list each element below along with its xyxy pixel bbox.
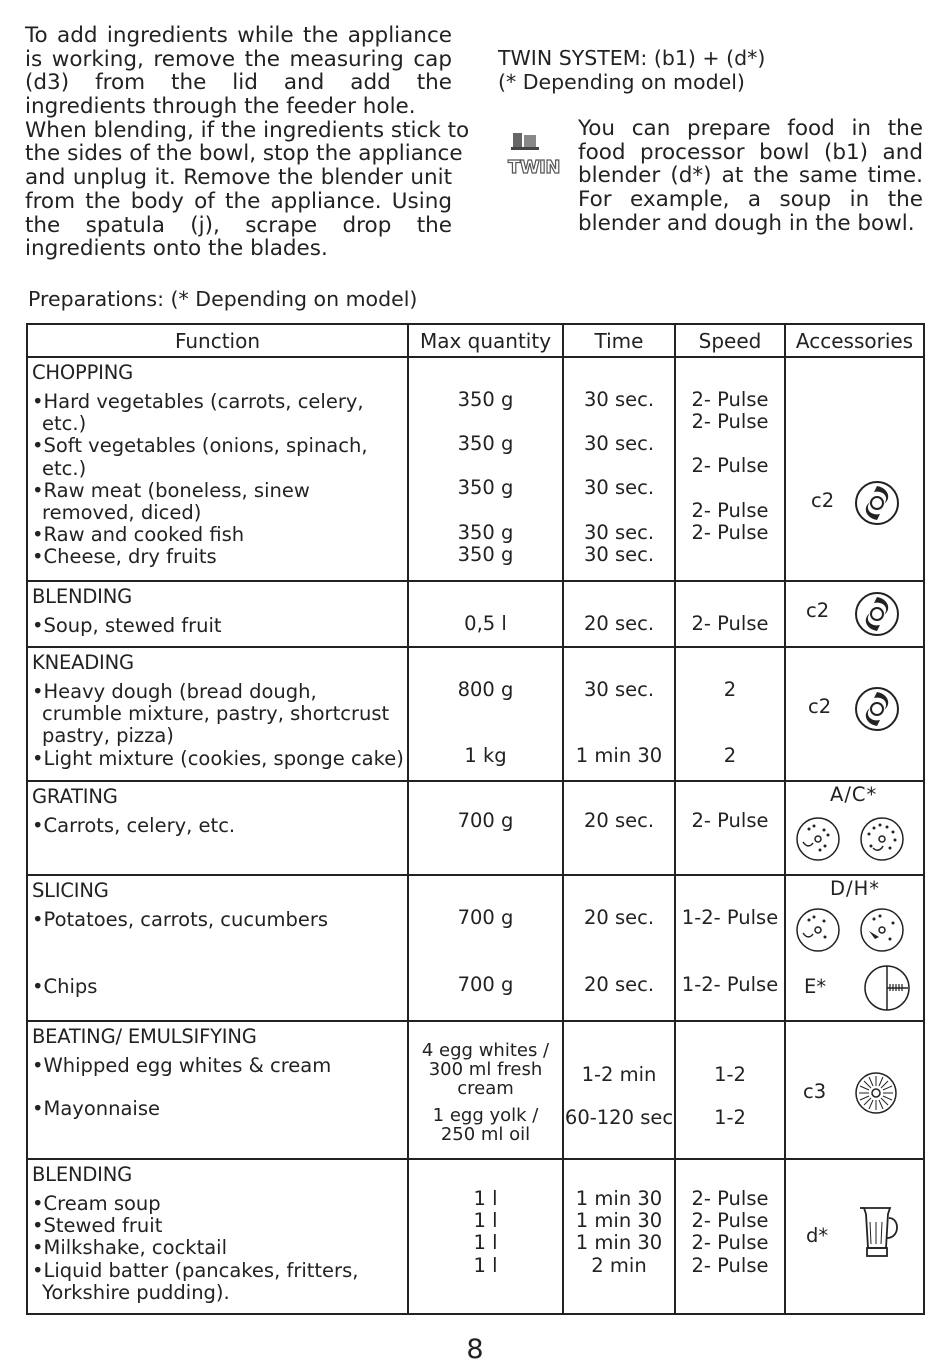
list-item: •Hard vegetables (carrots, celery, etc.) <box>32 390 364 436</box>
accessory-label: E* <box>804 975 827 998</box>
time-cell <box>563 357 675 581</box>
quantity-cell <box>408 1021 563 1159</box>
slicing-disc-icon <box>859 907 905 953</box>
quantity-value: 0,5 l <box>464 612 507 635</box>
time-cell <box>563 781 675 875</box>
list-item: •Heavy dough (bread dough, crumble mixture, pastry, shortcrust pastry, pizza) <box>32 680 390 748</box>
speed-value: 2- Pulse <box>691 1253 769 1277</box>
time-cell <box>563 1021 675 1159</box>
quantity-value: 1 l <box>473 1209 498 1233</box>
blender-jug-icon <box>856 1204 906 1262</box>
twin-heading-line: TWIN SYSTEM: (b1) + (d*) <box>498 46 766 70</box>
time-value: 20 sec. <box>583 906 655 929</box>
quantity-value: 700 g <box>457 906 514 929</box>
accessory-label: c2 <box>806 599 830 622</box>
speed-value: 2- Pulse <box>691 1209 769 1233</box>
speed-value: 2 <box>723 744 737 768</box>
text-line: ingredients onto the blades. <box>25 236 328 262</box>
time-value: 30 sec. <box>583 388 655 411</box>
page-number: 8 <box>466 1334 484 1365</box>
grating-disc-icon <box>795 816 841 862</box>
speed-value: 1-2 <box>714 1106 746 1130</box>
speed-value: 2- Pulse <box>691 1187 769 1210</box>
accessory-cell <box>785 1159 924 1314</box>
emulsifying-disc-icon <box>854 1071 898 1115</box>
header-function: Function <box>27 324 408 357</box>
speed-cell <box>675 781 785 875</box>
kneading-blade-icon <box>854 686 900 732</box>
header-speed: Speed <box>675 324 785 357</box>
time-value: 30 sec. <box>583 542 655 566</box>
list-item: •Cream soup <box>32 1192 161 1215</box>
accessory-cell <box>785 781 924 875</box>
list-item: •Milkshake, cocktail <box>32 1236 228 1260</box>
quantity-value: 1 l <box>473 1187 498 1210</box>
speed-cell <box>675 875 785 1021</box>
time-value: 1 min 30 <box>575 1187 663 1210</box>
list-item: •Stewed fruit <box>32 1214 163 1238</box>
twin-system-heading <box>498 46 765 94</box>
table-row-blending-2 <box>27 1159 924 1314</box>
quantity-value: 1 kg <box>464 744 507 768</box>
table-row-blending <box>27 581 924 647</box>
speed-cell <box>675 581 785 647</box>
quantity-value: 1 egg yolk / <box>432 1105 539 1126</box>
speed-value: 2- Pulse <box>691 520 769 544</box>
quantity-value: 4 egg whites / <box>421 1040 550 1061</box>
time-value: 20 sec. <box>583 973 655 997</box>
time-cell <box>563 647 675 781</box>
twin-logo-icon <box>499 131 569 179</box>
accessory-cell <box>785 1021 924 1159</box>
list-item: •Carrots, celery, etc. <box>32 814 236 837</box>
quantity-cell <box>408 357 563 581</box>
list-item: •Mayonnaise <box>32 1097 160 1121</box>
quantity-cell <box>408 875 563 1021</box>
quantity-value: 700 g <box>457 973 514 997</box>
table-row-chopping <box>27 357 924 581</box>
time-cell <box>563 1159 675 1314</box>
function-cell <box>27 357 408 581</box>
quantity-value: 250 ml oil <box>440 1124 531 1145</box>
speed-cell <box>675 647 785 781</box>
list-item: •Chips <box>32 975 98 999</box>
text-line: When blending, if the ingredients stick to <box>25 117 470 143</box>
list-item: •Light mixture (cookies, sponge cake) <box>32 746 404 770</box>
text-line: the sides of the bowl, stop the appliance <box>25 141 463 167</box>
chopping-blade-icon <box>854 480 900 526</box>
list-item: •Raw and cooked fish <box>32 523 245 547</box>
time-value: 30 sec. <box>583 678 655 701</box>
speed-cell <box>675 357 785 581</box>
quantity-value: 350 g <box>457 432 514 456</box>
function-cell <box>27 1021 408 1159</box>
preparations-table <box>26 323 925 1315</box>
text-line: For example, a soup in the <box>578 187 923 213</box>
quantity-cell <box>408 781 563 875</box>
accessory-cell <box>785 581 924 647</box>
accessory-label: c3 <box>803 1080 827 1103</box>
slicing-disc-icon <box>795 907 841 953</box>
time-value: 1 min 30 <box>575 744 663 768</box>
time-value: 30 sec. <box>583 520 655 544</box>
function-cell <box>27 1159 408 1314</box>
quantity-value: 350 g <box>457 476 514 500</box>
chopping-blade-icon <box>854 591 900 637</box>
category-label: KNEADING <box>32 651 134 674</box>
function-cell <box>27 781 408 875</box>
accessory-label: A/C* <box>830 783 878 806</box>
category-label: CHOPPING <box>32 361 133 384</box>
speed-value: 2- Pulse <box>691 410 769 434</box>
speed-value: 2- Pulse <box>691 1231 769 1255</box>
time-value: 1-2 min <box>581 1063 657 1086</box>
speed-value: 2- Pulse <box>691 612 769 635</box>
header-max-quantity: Max quantity <box>408 324 563 357</box>
header-time: Time <box>563 324 675 357</box>
category-label: SLICING <box>32 879 109 902</box>
text-line: food processor bowl (b1) and <box>578 139 923 165</box>
speed-cell <box>675 1159 785 1314</box>
table-row-kneading <box>27 647 924 781</box>
function-cell <box>27 875 408 1021</box>
list-item: •Soft vegetables (onions, spinach, etc.) <box>32 434 368 480</box>
category-label: BEATING/ EMULSIFYING <box>32 1025 257 1048</box>
time-value: 1 min 30 <box>575 1231 663 1255</box>
quantity-value: 700 g <box>457 809 514 832</box>
text-line: from the body of the appliance. Using <box>25 188 452 214</box>
quantity-value: 1 l <box>473 1253 498 1277</box>
time-value: 20 sec. <box>583 612 655 635</box>
svg-text:TWIN: TWIN <box>508 157 560 178</box>
time-value: 30 sec. <box>583 476 655 500</box>
accessory-label: D/H* <box>830 877 880 900</box>
time-value: 60-120 sec <box>564 1106 674 1130</box>
accessory-label: c2 <box>808 695 832 718</box>
function-cell <box>27 581 408 647</box>
quantity-value: 350 g <box>457 388 514 411</box>
speed-value: 2- Pulse <box>691 388 769 411</box>
list-item: •Liquid batter (pancakes, fritters, Yorkshire pudding). <box>32 1258 359 1304</box>
text-line: ingredients through the feeder hole. <box>25 94 416 120</box>
speed-cell <box>675 1021 785 1159</box>
table-row-grating <box>27 781 924 875</box>
quantity-cell <box>408 1159 563 1314</box>
text-line: and unplug it. Remove the blender unit <box>25 165 452 191</box>
speed-value: 1-2- Pulse <box>681 906 779 929</box>
time-value: 1 min 30 <box>575 1209 663 1233</box>
list-item: •Soup, stewed fruit <box>32 614 222 637</box>
time-value: 2 min <box>591 1253 647 1277</box>
accessory-cell <box>785 875 924 1021</box>
speed-value: 1-2- Pulse <box>681 973 779 997</box>
grating-disc-icon <box>859 816 905 862</box>
text-line: is working, remove the measuring cap <box>25 46 452 72</box>
category-label: BLENDING <box>32 585 133 608</box>
speed-value: 2- Pulse <box>691 809 769 832</box>
list-item: •Raw meat (boneless, sinew removed, diced) <box>32 478 310 525</box>
header-accessories: Accessories <box>785 324 924 357</box>
speed-value: 1-2 <box>714 1063 746 1086</box>
accessory-label: d* <box>806 1224 829 1247</box>
list-item: •Potatoes, carrots, cucumbers <box>32 908 328 931</box>
quantity-cell <box>408 581 563 647</box>
table-row-slicing <box>27 875 924 1021</box>
time-cell <box>563 581 675 647</box>
list-item: •Cheese, dry fruits <box>32 545 217 569</box>
accessory-cell <box>785 357 924 581</box>
twin-paragraph <box>578 117 923 235</box>
left-paragraph <box>25 23 470 262</box>
text-line: To add ingredients while the appliance <box>25 23 452 48</box>
speed-value: 2- Pulse <box>691 498 769 522</box>
category-label: BLENDING <box>32 1163 133 1186</box>
quantity-value: 300 ml fresh <box>428 1059 543 1080</box>
speed-value: 2- Pulse <box>691 454 769 478</box>
text-line: blender (d*) at the same time. <box>578 163 923 189</box>
text-line: (d3) from the lid and add the <box>25 70 452 96</box>
table-header-row <box>27 324 924 357</box>
speed-value: 2 <box>723 678 737 701</box>
accessory-cell <box>785 647 924 781</box>
chips-disc-icon <box>862 964 912 1012</box>
quantity-value: 800 g <box>457 678 514 701</box>
quantity-value: cream <box>457 1078 514 1099</box>
text-line: You can prepare food in the <box>578 116 923 141</box>
list-item: •Whipped egg whites & cream <box>32 1054 332 1077</box>
time-value: 20 sec. <box>583 809 655 832</box>
table-row-beating <box>27 1021 924 1159</box>
accessory-label: c2 <box>811 489 835 512</box>
text-line: the spatula (j), scrape drop the <box>25 212 452 238</box>
category-label: GRATING <box>32 785 118 808</box>
quantity-value: 350 g <box>457 542 514 566</box>
text-line: blender and dough in the bowl. <box>578 210 915 236</box>
function-cell <box>27 647 408 781</box>
quantity-value: 350 g <box>457 520 514 544</box>
time-value: 30 sec. <box>583 432 655 456</box>
preparations-title: Preparations: (* Depending on model) <box>28 287 418 311</box>
time-cell <box>563 875 675 1021</box>
quantity-value: 1 l <box>473 1231 498 1255</box>
quantity-cell <box>408 647 563 781</box>
twin-heading-note: (* Depending on model) <box>498 70 745 94</box>
